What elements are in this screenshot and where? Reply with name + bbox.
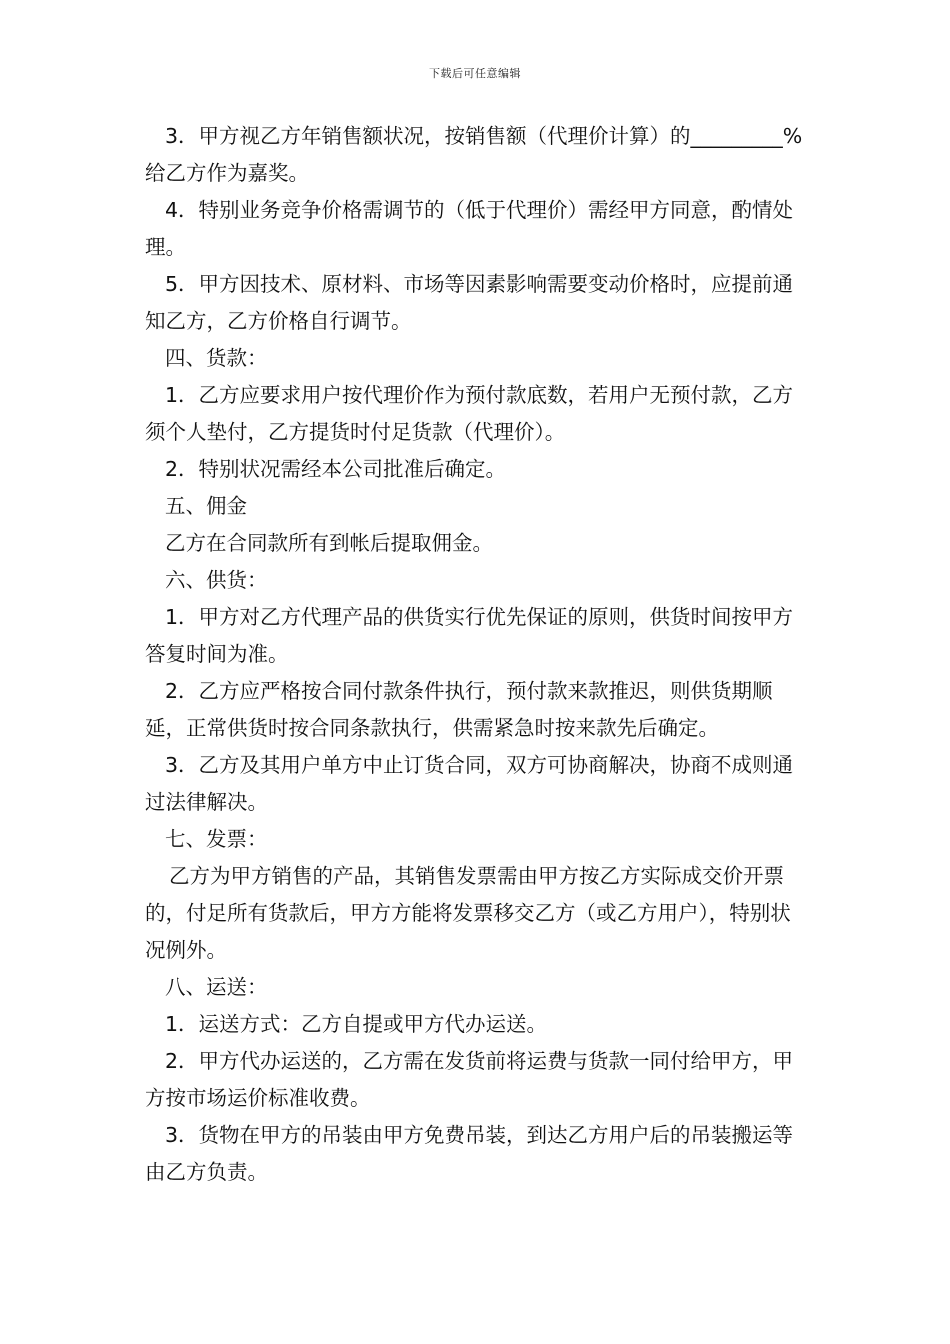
clause-3-award: 3．甲方视乙方年销售额状况，按销售额（代理价计算）的_________%给乙方作为嘉奖。 [145,124,803,185]
supply-clause-2: 2．乙方应严格按合同付款条件执行，预付款来款推迟，则供货期顺延，正常供货时按合同条款执行，供需紧急时按来款先后确定。 [145,679,773,740]
shipping-clause-2: 2．甲方代办运送的，乙方需在发货前将运费与货款一同付给甲方，甲方按市场运价标准收费。 [145,1049,794,1110]
shipping-clause-3: 3．货物在甲方的吊装由甲方免费吊装，到达乙方用户后的吊装搬运等由乙方负责。 [145,1123,794,1184]
page-header: 下载后可任意编辑 [429,67,521,80]
shipping-clause-1: 1．运送方式：乙方自提或甲方代办运送。 [165,1012,548,1036]
section-heading-invoice: 七、发票： [165,827,268,851]
clause-4-special-price: 4．特别业务竞争价格需调节的（低于代理价）需经甲方同意，酌情处理。 [145,198,794,259]
document-body [145,118,810,1191]
commission-clause: 乙方在合同款所有到帐后提取佣金。 [165,531,493,555]
section-heading-commission: 五、佣金 [165,494,247,518]
invoice-clause: 乙方为甲方销售的产品，其销售发票需由甲方按乙方实际成交价开票的，付足所有货款后，甲方方能将发票移交乙方（或乙方用户），特别状况例外。 [145,864,791,962]
supply-clause-3: 3．乙方及其用户单方中止订货合同，双方可协商解决，协商不成则通过法律解决。 [145,753,794,814]
section-heading-shipping: 八、运送： [165,975,268,999]
clause-5-price-change: 5．甲方因技术、原材料、市场等因素影响需要变动价格时，应提前通知乙方，乙方价格自行调节。 [145,272,794,333]
payment-clause-2: 2．特别状况需经本公司批准后确定。 [165,457,507,481]
section-heading-payment: 四、货款： [165,346,268,370]
supply-clause-1: 1．甲方对乙方代理产品的供货实行优先保证的原则，供货时间按甲方答复时间为准。 [145,605,794,666]
payment-clause-1: 1．乙方应要求用户按代理价作为预付款底数，若用户无预付款，乙方须个人垫付，乙方提货时付足货款（代理价）。 [145,383,794,444]
section-heading-supply: 六、供货： [165,568,268,592]
